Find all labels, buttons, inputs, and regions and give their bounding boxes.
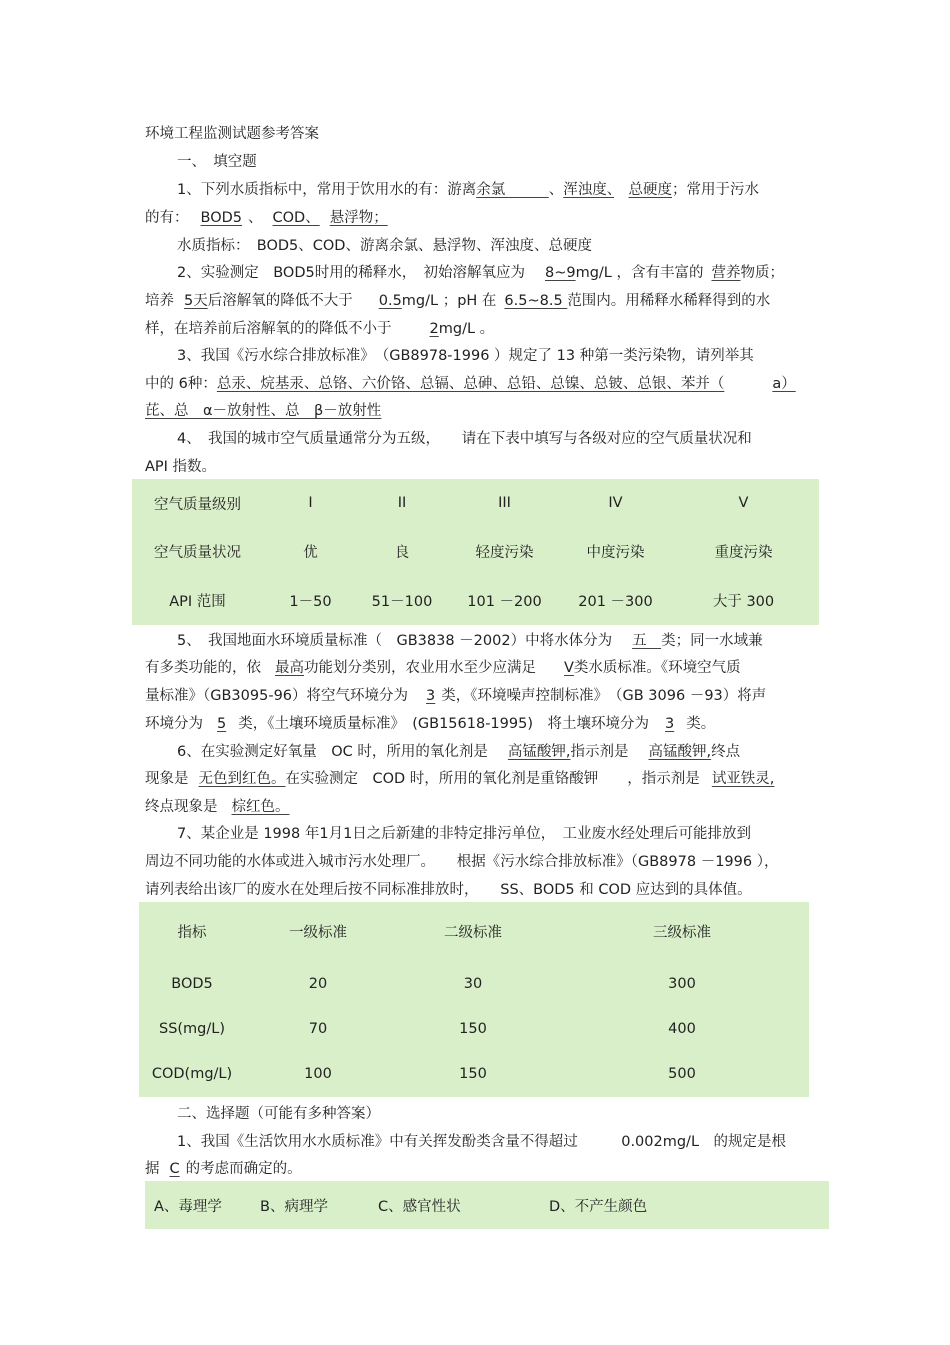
table-cell: 空气质量级别 (154, 496, 241, 513)
section-title-multiple-choice: 二、选择题（可能有多种答案） (177, 1106, 380, 1122)
table-cell: III (498, 495, 511, 512)
table-row (139, 1052, 809, 1097)
option-b: B、病理学 (260, 1199, 328, 1215)
table-row (139, 1007, 809, 1052)
table-cell: 三级标准 (653, 925, 711, 942)
q7-line1: 7、某企业是 1998 年1月1日之后新建的非特定排污单位， 工业废水经处理后可能排放到 (177, 826, 752, 842)
q6-line1: 6、在实验测定好氧量 OC 时，所用的氧化剂是 高锰酸钾,指示剂是 高锰酸钾,终点 (177, 744, 741, 760)
q4-line1: 4、 我国的城市空气质量通常分为五级， 请在下表中填写与各级对应的空气质量状况和 (177, 431, 752, 447)
table-cell: 70 (308, 1021, 328, 1038)
q1-line1: 1、下列水质指标中，常用于饮用水的有：游离余氯 、浑浊度、 总硬度；常用于污水 (177, 182, 759, 198)
table-cell: COD(mg/L) (151, 1066, 233, 1083)
air-quality-table (132, 479, 819, 625)
q2-line2: 培养 5天后溶解氧的降低不大于 0.5mg/L ；pH 在 6.5~8.5 范围内。用稀释水稀释得到的水 (145, 293, 771, 309)
q1-line3: 水质指标： BOD5、COD、游离余氯、悬浮物、浑浊度、总硬度 (177, 238, 592, 254)
discharge-standards-table (139, 902, 809, 1097)
table-cell: 一级标准 (289, 925, 347, 942)
table-cell: 150 (459, 1066, 487, 1083)
table-cell: 优 (303, 545, 318, 562)
table-row (139, 902, 809, 961)
table-row (132, 528, 819, 577)
option-c: C、感官性状 (378, 1199, 461, 1215)
table-cell: 大于 300 (712, 594, 775, 611)
table-cell: 良 (394, 545, 410, 562)
table-cell: V (738, 495, 749, 512)
q2-line3: 样，在培养前后溶解氧的的降低不小于 2mg/L 。 (145, 321, 495, 337)
mc1-line1: 1、我国《生活饮用水水质标准》中有关挥发酚类含量不得超过 0.002mg/L 的规定是根 (177, 1134, 787, 1150)
q5-line2: 有多类功能的，依 最高功能划分类别，农业用水至少应满足 V类水质标准。《环境空气质 (145, 660, 741, 676)
table-cell: 20 (308, 975, 328, 992)
table-cell: 300 (668, 975, 696, 992)
q3-line1: 3、我国《污水综合排放标准》 （GB8978-1996 ）规定了 13 种第一类污染物，请列举其 (177, 348, 754, 364)
table-cell: 二级标准 (444, 925, 502, 942)
table-cell: 1－50 (289, 594, 332, 611)
table-cell: 100 (304, 1066, 332, 1083)
q6-line2: 现象是 无色到红色。在实验测定 COD 时，所用的氧化剂是重铬酸钾 ，指示剂是 试亚铁灵, (145, 771, 775, 787)
document-title: 环境工程监测试题参考答案 (145, 126, 319, 142)
table-cell: 500 (668, 1066, 696, 1083)
mc1-options-box (145, 1181, 829, 1229)
option-d: D、不产生颜色 (549, 1199, 648, 1215)
q5-line3: 量标准》（GB3095-96）将空气环境分为 3 类，《环境噪声控制标准》 （GB 3096 －93）将声 (145, 688, 767, 704)
table-cell: IV (608, 495, 623, 512)
table-row (132, 576, 819, 625)
q1-line2: 的有： BOD5 、 COD、 悬浮物； (145, 210, 388, 226)
q5-line4: 环境分为 5 类，《土壤环境质量标准》 (GB15618-1995) 将土壤环境分为 3 类。 (145, 716, 716, 732)
table-cell: 101 －200 (467, 594, 542, 611)
table-cell: 400 (668, 1021, 696, 1038)
table-cell: 30 (463, 975, 483, 992)
option-a: A、毒理学 (154, 1199, 222, 1215)
q2-line1: 2、实验测定 BOD5时用的稀释水， 初始溶解氧应为 8~9mg/L ，含有丰富的 营养物质； (177, 265, 784, 281)
q3-line2: 中的 6种：总汞、烷基汞、总铬、六价铬、总镉、总砷、总铅、总镍、总铍、总银、苯并（ a） (145, 376, 796, 392)
table-cell: BOD5 (171, 975, 213, 992)
q5-line1: 5、 我国地面水环境质量标准（ GB3838 －2002）中将水体分为 五 类；同一水域兼 (177, 633, 763, 649)
section-title-fill-in: 一、 填空题 (177, 154, 257, 170)
q7-line2: 周边不同功能的水体或进入城市污水处理厂。 根据《污水综合排放标准》（GB8978 －1996 ）， (145, 854, 779, 870)
table-row (132, 479, 819, 528)
table-cell: 51－100 (371, 594, 433, 611)
table-cell: 201 －300 (578, 594, 653, 611)
q7-line3: 请列表给出该厂的废水在处理后按不同标准排放时， SS、BOD5 和 COD 应达到的具体值。 (145, 882, 752, 898)
table-cell: 轻度污染 (475, 545, 534, 562)
table-cell: 中度污染 (586, 545, 645, 562)
q4-line2: API 指数。 (145, 459, 217, 475)
q6-line3: 终点现象是 棕红色。 (145, 799, 290, 815)
q3-line3: 芘、总 α－放射性、总 β－放射性 (145, 403, 382, 419)
table-cell: 空气质量状况 (154, 545, 241, 562)
table-cell: 重度污染 (714, 545, 773, 562)
table-cell: API 范围 (169, 594, 226, 611)
table-cell: I (308, 495, 313, 512)
table-cell: 150 (459, 1021, 487, 1038)
table-row (139, 961, 809, 1006)
mc1-line2: 据 C 的考虑而确定的。 (145, 1161, 302, 1177)
table-cell: 指标 (177, 925, 207, 942)
table-cell: SS(mg/L) (158, 1021, 225, 1038)
table-cell: II (397, 495, 407, 512)
